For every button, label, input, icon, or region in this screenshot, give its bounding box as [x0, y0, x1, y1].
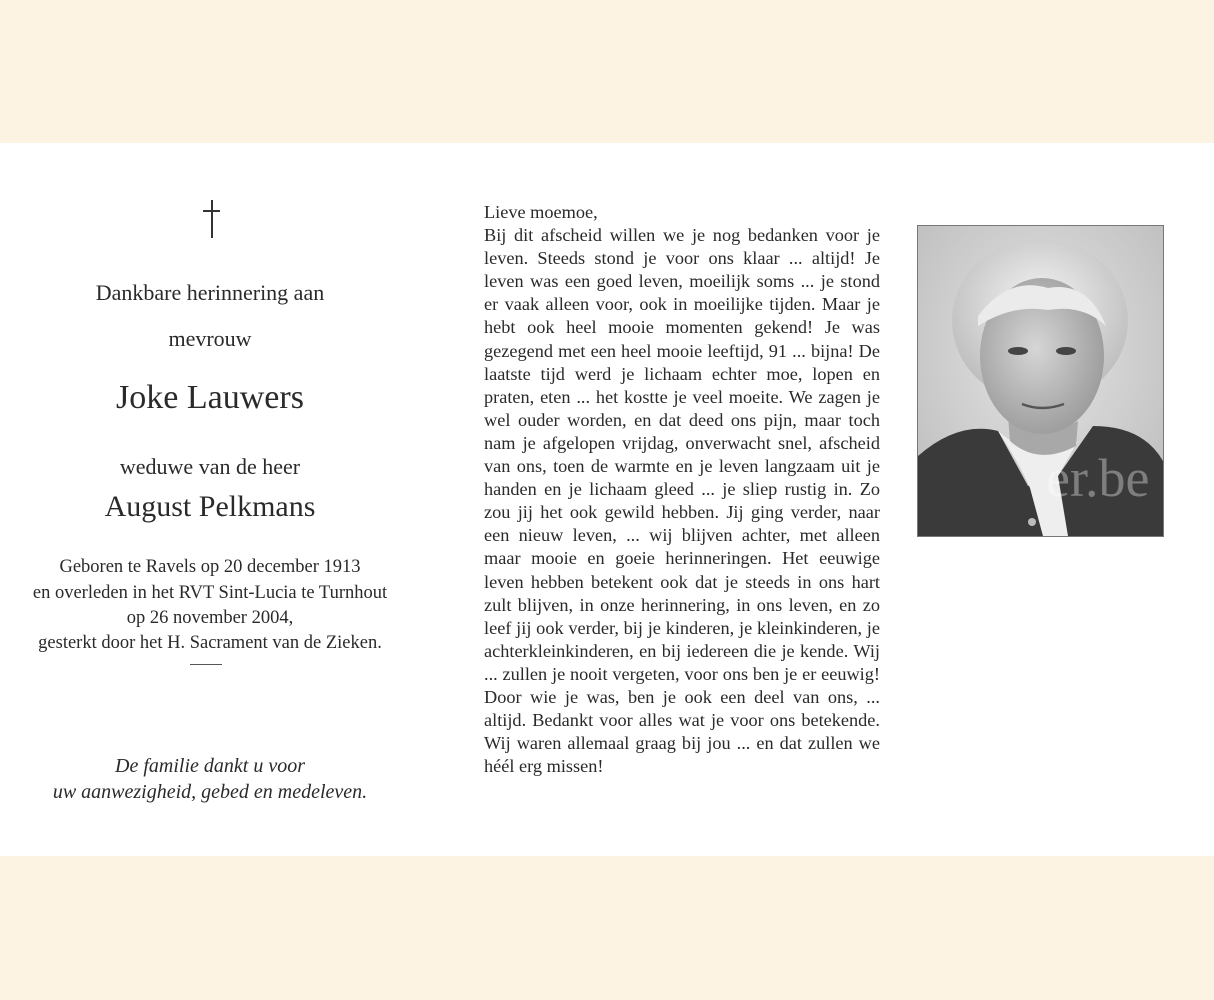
message-body: Bij dit afscheid willen we je nog bedanken voor je leven. Steeds stond je voor ons klaar ... altijd! Je leven was een goed leven, moeilijk soms ... je stond er vaak alleen voor, ook in moeilijke tijden. Maar je hebt ook heel mooie momenten gekend! Je was gezegend met een heel mooie leeftijd, 91 ... bijna! De laatste tijd werd je lichaam echter moe, lopen en praten, eten ... het kostte je veel moeite. We zagen je wel ouder worden, en dat deed ons pijn, maar toch nam je afgelopen vrijdag, onverwacht snel, afscheid van ons, toen de warmte en je leven langzaam uit je handen en je lichaam gleed ... je sliep rustig in. Zo zou jij het ook gewild hebben. Jij ging verder, naar een nieuw leven, ... wij blijven achter, met alleen maar mooie en goeie herinneringen. Het eeuwige leven hebben betekent ook dat je steeds in ons hart zult blijven, in onze herinnering, in ons leven, en zo leef jij ook verder, bij je kinderen, je kleinkinderen, je achterkleinkinderen, en bij iedereen die je kende. Wij ... zullen je nooit vergeten, voor ons ben je er eeuwig! Door wie je was, ben je ook een deel van ons, ... altijd. Bedankt voor alles wat je voor ons betekende. Wij waren allemaal graag bij jou ... en dat zullen we héél erg missen!: [484, 225, 880, 777]
deceased-name: Joke Lauwers: [116, 379, 304, 416]
watermark-text: er.be: [1046, 448, 1150, 508]
memorial-left-panel: [0, 143, 420, 856]
widow-line: weduwe van de heer: [119, 454, 301, 479]
bio-line-1: Geboren te Ravels op 20 december 1913: [59, 557, 361, 577]
bio-line-3: op 26 november 2004,: [126, 608, 294, 628]
memorial-card: [0, 143, 1214, 856]
bio-line-4: gesterkt door het H. Sacrament van de Zieken.: [38, 633, 382, 653]
portrait-image: [918, 226, 1163, 536]
portrait-photo: [917, 225, 1164, 537]
divider: [190, 664, 222, 665]
cross-icon: [197, 200, 227, 240]
spouse-name: August Pelkmans: [104, 490, 316, 523]
memorial-message: [484, 201, 880, 778]
intro-text: Dankbare herinnering aan: [95, 280, 325, 305]
message-greeting: Lieve moemoe,: [484, 202, 598, 222]
thanks-line-1: De familie dankt u voor: [115, 755, 305, 777]
title-text: mevrouw: [168, 326, 252, 351]
thanks-line-2: uw aanwezigheid, gebed en medeleven.: [52, 781, 368, 803]
bio-line-2: en overleden in het RVT Sint-Lucia te Turnhout: [32, 583, 388, 603]
